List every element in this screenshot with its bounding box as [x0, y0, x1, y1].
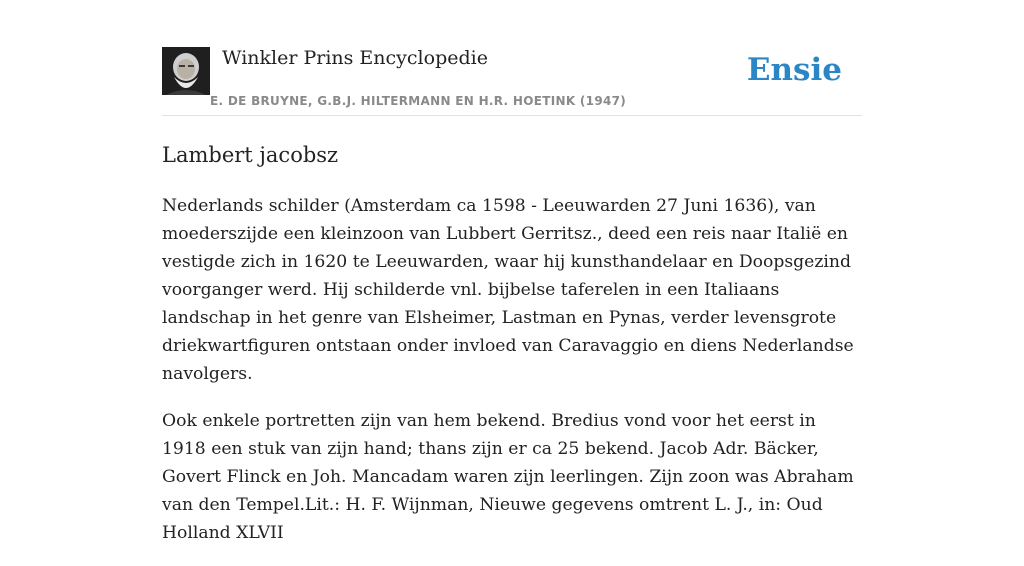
author-portrait-icon — [162, 47, 210, 95]
source-title[interactable]: Winkler Prins Encyclopedie — [222, 47, 488, 69]
ensie-logo-link[interactable]: Ensie — [746, 52, 842, 88]
source-authors: E. DE BRUYNE, G.B.J. HILTERMANN EN H.R. HOETINK (1947) — [210, 94, 627, 108]
article-paragraph: Nederlands schilder (Amsterdam ca 1598 - Leeuwarden 27 Juni 1636), van moederszijde een kleinzoon van Lubbert Gerritsz., deed een reis naar Italië en vestigde zich in 1620 te Leeuwarden, waar hij kunsthandelaar en Doopsgezind voorganger werd. Hij schilderde vnl. bijbelse taferelen in een Italiaans landschap in het genre van Elsheimer, Lastman en Pynas, verder levensgrote driekwartfiguren ontstaan onder invloed van Caravaggio en diens Nederlandse navolgers. — [162, 196, 854, 384]
article-body — [162, 192, 862, 566]
author-avatar — [162, 47, 210, 95]
article-title: Lambert jacobsz — [162, 143, 339, 167]
article-paragraph: Ook enkele portretten zijn van hem bekend. Bredius vond voor het eerst in 1918 een stuk van zijn hand; thans zijn er ca 25 bekend. Jacob Adr. Bäcker, Govert Flinck en Joh. Mancadam waren zijn leerlingen. Zijn zoon was Abraham van den Tempel.Lit.: H. F. Wijnman, Nieuwe gegevens omtrent L. J., in: Oud Holland XLVII — [162, 411, 854, 543]
source-header — [162, 46, 862, 116]
